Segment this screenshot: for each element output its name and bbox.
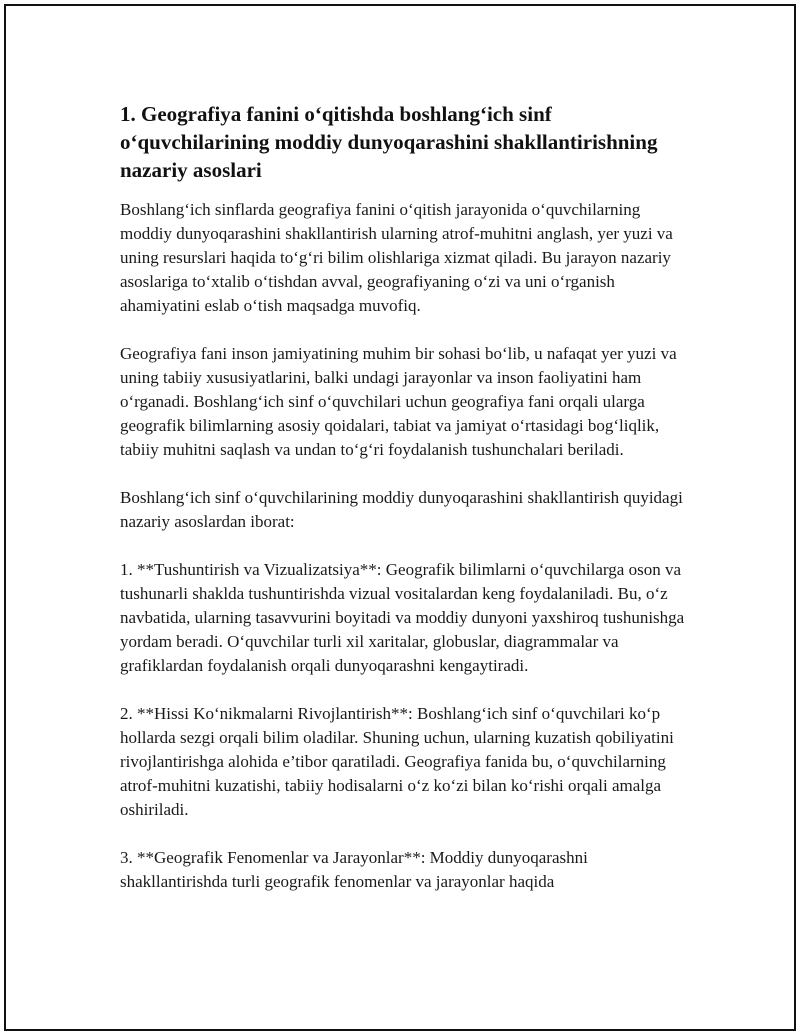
list-item-1: 1. **Tushuntirish va Vizualizatsiya**: Geografik bilimlarni o‘quvchilarga oson va tushunarli shaklda tushuntirishda vizual vositalardan keng foydalaniladi. Bu, o‘z navbatida, ularning tasavvurini boyitadi va moddiy dunyoni yaxshiroq tushunishga yordam beradi. O‘quvchilar turli xil xaritalar, globuslar, diagrammalar va grafiklardan foydalanish orqali dunyoqarashni kengaytiradi. <box>120 560 685 675</box>
page-frame <box>4 4 796 1031</box>
paragraph-foundations-lead: Boshlang‘ich sinf o‘quvchilarining moddiy dunyoqarashini shakllantirish quyidagi nazariy asoslardan iborat: <box>120 488 683 531</box>
section-heading: 1. Geografiya fanini o‘qitishda boshlang‘ich sinf o‘quvchilarining moddiy dunyoqarashini shakllantirishning nazariy asoslari <box>120 102 658 182</box>
document-body <box>120 100 695 918</box>
paragraph-geography: Geografiya fani inson jamiyatining muhim bir sohasi bo‘lib, u nafaqat yer yuzi va uning tabiiy xususiyatlarini, balki undagi jarayonlar va inson faoliyatini ham o‘rganadi. Boshlang‘ich sinf o‘quvchilari uchun geografiya fani orqali ularga geografik bilimlarning asosiy qoidalari, tabiat va jamiyat o‘rtasidagi bog‘liqlik, tabiiy muhitni saqlash va undan to‘g‘ri foydalanish tushunchalari beriladi. <box>120 344 677 459</box>
list-item-2: 2. **Hissi Ko‘nikmalarni Rivojlantirish**: Boshlang‘ich sinf o‘quvchilari ko‘p hollarda sezgi orqali bilim oladilar. Shuning uchun, ularning kuzatish qobiliyatini rivojlantirishga alohida e’tibor qaratiladi. Geografiya fanida bu, o‘quvchilarning atrof-muhitni kuzatishi, tabiiy hodisalarni o‘z ko‘zi bilan ko‘rishi orqali amalga oshiriladi. <box>120 704 674 819</box>
paragraph-intro: Boshlang‘ich sinflarda geografiya fanini o‘qitish jarayonida o‘quvchilarning moddiy dunyoqarashini shakllantirish ularning atrof-muhitni anglash, yer yuzi va uning resurslari haqida to‘g‘ri bilim olishlariga xizmat qiladi. Bu jarayon nazariy asoslariga to‘xtalib o‘tishdan avval, geografiyaning o‘zi va uni o‘rganish ahamiyatini eslab o‘tish maqsadga muvofiq. <box>120 200 673 315</box>
list-item-3: 3. **Geografik Fenomenlar va Jarayonlar**: Moddiy dunyoqarashni shakllantirishda turli geografik fenomenlar va jarayonlar haqida <box>120 848 588 891</box>
